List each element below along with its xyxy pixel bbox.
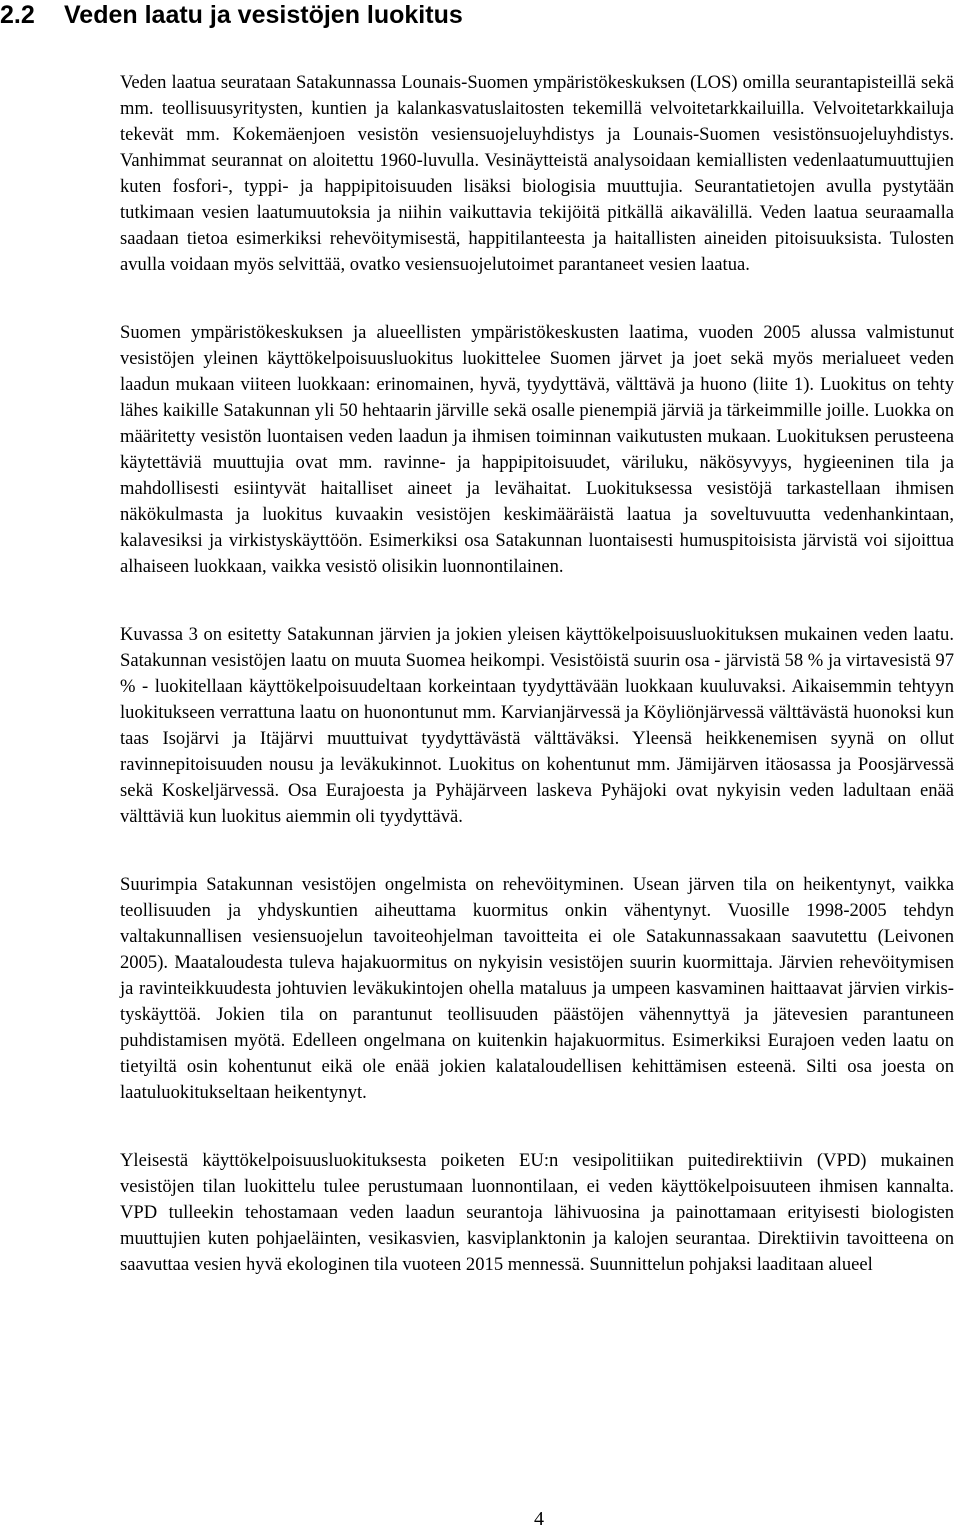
body-text — [120, 70, 954, 1320]
paragraph-satakunta-quality: Kuvassa 3 on esitetty Satakunnan järvien ja jokien yleisen käyttökelpoisuusluokituksen mukainen veden laatu. Satakunnan vesistöjen laatu on muuta Suomea heikompi. Vesistöistä suurin osa - järvistä 58 % ja virtavesistä 97 % - luokitellaan käyttökelpoisuudeltaan korkeintaan tyydyttävään luokkaan kuuluvaksi. Aikaisemmin tehtyyn luokitukseen verrattuna laatu on huonontunut mm. Karvianjärvessä ja Köyliönjärvessä välttävästä huonoksi kun taas Isojärvi ja Itäjärvi muuttuivat tyydyttävästä välttäväksi. Yleensä heikkenemisen syynä on ollut ravinnepitoisuuden nousu ja leväkukinnot. Luokitus on kohentunut mm. Jämijärven itäosassa ja Poosjärvessä sekä Koskeljärvessä. Osa Eurajoesta ja Pyhäjärveen laskeva Pyhäjoki ovat nykyisin veden ladultaan enää välttäviä kun luokitus aiemmin oli tyydyttävä. — [120, 624, 954, 827]
paragraph-monitoring: Veden laatua seurataan Satakunnassa Lounais-Suomen ympäristökeskuksen (LOS) omilla seurantapisteillä sekä mm. teollisuusyritysten, kuntien ja kalankasvatuslaitosten tekemillä velvoitetarkkailuilla. Velvoitetarkkailuja tekevät mm. Kokemäenjoen vesistön vesiensuojeluyhdistys ja Lounais-Suomen vesistönsuojeluyhdistys. Vanhimmat seurannat on aloitettu 1960-luvulla. Vesinäytteistä analysoidaan kemiallisten vedenlaatumuuttujien kuten fosfori-, typpi- ja happipitoisuuden lisäksi biologisia muuttujia. Seurantatietojen avulla pystytään tutkimaan vesien laatumuutoksia ja niihin vaikuttavia tekijöitä pitkällä aikavälillä. Veden laatua seuraamalla saadaan tietoa esimerkiksi rehevöitymisestä, happitilanteesta ja haitallisten aineiden pitoisuuksista. Tulosten avulla voidaan myös selvittää, ovatko vesiensuojelutoimet parantaneet vesien laatua. — [120, 72, 954, 275]
paragraph-water-framework-directive: Yleisestä käyttökelpoisuusluokituksesta poiketen EU:n vesipolitiikan puitedirektiivin (VPD) mukainen vesistöjen tilan luokittelu tulee perustumaan luonnontilaan, ei veden käyttökelpoisuuteen ihmisen kannalta. VPD tulleekin tehostamaan veden laadun seurantoja lähivuosina ja painottamaan erityisesti biologisten muuttujien kuten pohjaeläinten, vesikasvien, kasviplanktonin ja kalojen seurantaa. Direktiivin tavoitteena on saavuttaa vesien hyvä ekologinen tila vuoteen 2015 mennessä. Suunnittelun pohjaksi laaditaan alueel — [120, 1150, 954, 1275]
paragraph-classification: Suomen ympäristökeskuksen ja alueellisten ympäristökeskusten laatima, vuoden 2005 alussa valmistunut vesistöjen yleinen käyttökelpoisuusluokitus luokittelee Suomen järvet ja joet sekä myös merialueet veden laadun mukaan viiteen luokkaan: erinomainen, hyvä, tyydyttävä, välttävä ja huono (liite 1). Luokitus on tehty lähes kaikille Satakunnan yli 50 hehtaarin järville sekä osalle pienempiä järviä ja tärkeimmille joille. Luokka on määritetty vesistön luontaisen veden laadun ja ihmisen toiminnan vaikutusten mukaan. Luokituksen perusteena käytettäviä muuttujia ovat mm. ravinne- ja happipitoisuudet, väriluku, näkösyvyys, hygieeninen tila ja mahdollisesti esiintyvät haitalliset aineet ja levähaitat. Luokituksessa vesistöjä tarkastellaan ihmisen näkökulmasta ja luokitus kuvaakin vesistöjen keskimääräistä laatua ja soveltuvuutta vedenhankintaan, kalavesiksi ja virkistyskäyttöön. Esimerkiksi osa Satakunnan luontaisesti humuspitoisista järvistä voi sijoittua alhaiseen luokkaan, vaikka vesistö olisikin luonnontilainen. — [120, 322, 954, 577]
page-number: 4 — [534, 1508, 544, 1530]
paragraph-eutrophication: Suurimpia Satakunnan vesistöjen ongelmista on rehevöityminen. Usean järven tila on heikentynyt, vaikka teollisuuden ja yhdyskuntien aiheuttama kuormitus onkin vähentynyt. Vuosille 1998-2005 tehdyn valtakunnallisen vesiensuojelun tavoiteohjelman tavoitteita ei ole Satakunnassakaan saavutettu (Leivonen 2005). Maataloudesta tuleva hajakuormitus on nykyisin vesistöjen suurin kuormittaja. Järvien rehevöitymisen ja ravinteikkuudesta johtuvien leväkukintojen ohella mataluus ja umpeen kasvaminen haittaavat järvien virkistyskäyttöä. Jokien tila on parantunut teollisuuden päästöjen vähennyttyä ja jätevesien parantuneen puhdistamisen myötä. Edelleen ongelmana on kuitenkin hajakuormitus. Esimerkiksi Eurajoen veden laatu on tietyiltä osin kohentunut eikä ole enää jokien kalataloudellisen kehittämisen esteenä. Silti osa joesta on laatuluokitukseltaan heikentynyt. — [120, 874, 954, 1103]
section-title: Veden laatu ja vesistöjen luokitus — [64, 1, 463, 29]
section-number: 2.2 — [0, 1, 35, 29]
section-heading — [0, 0, 463, 30]
